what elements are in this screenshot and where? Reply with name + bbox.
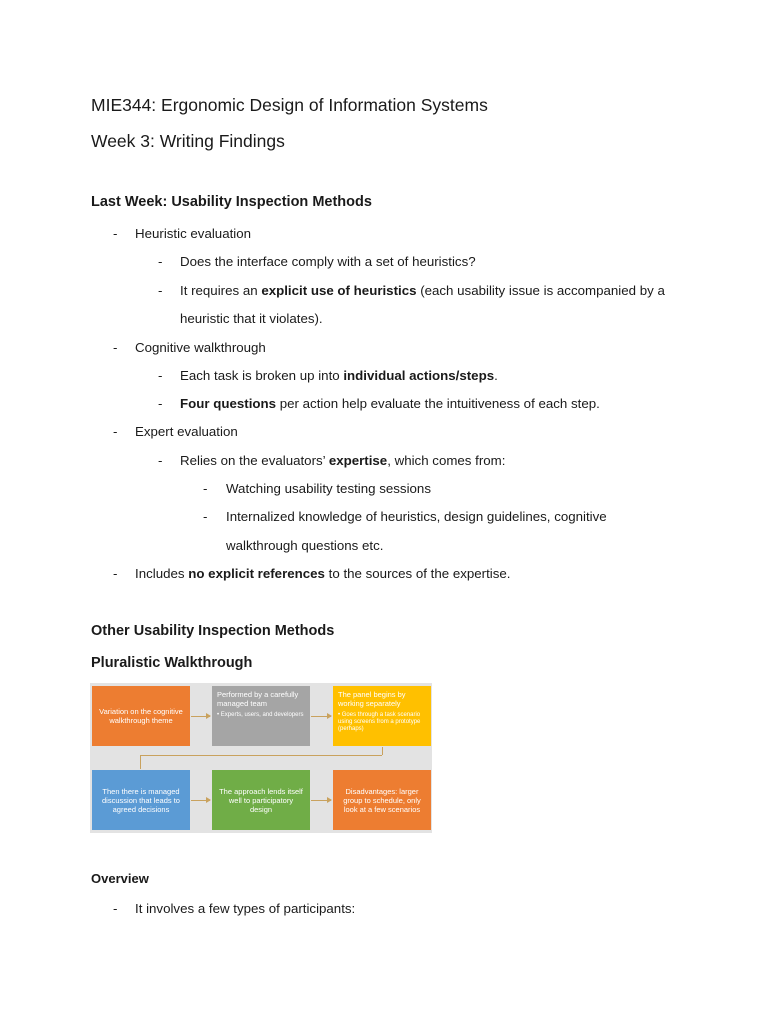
connector-across [140,755,382,756]
item-text: It requires an explicit use of heuristics (each usability issue is accompanied by a [180,283,665,298]
item-text: Each task is broken up into individual actions/steps. [180,368,498,383]
bullet-dash: - [158,283,163,298]
bullet-dash: - [113,566,118,581]
item-text: Does the interface comply with a set of heuristics? [180,254,476,269]
bullet-dash: - [158,396,163,411]
item-text: Internalized knowledge of heuristics, design guidelines, cognitive [226,509,607,524]
pluralistic-diagram [90,683,432,833]
arrow-right-icon [191,800,210,801]
week-title: Week 3: Writing Findings [91,131,285,151]
course-title: MIE344: Ergonomic Design of Information Systems [91,95,488,115]
bullet-dash: - [113,340,118,355]
box-bullet: • Experts, users, and developers [217,712,304,718]
diagram-box-variation: Variation on the cognitive walkthrough theme [92,686,190,746]
arrow-right-icon [311,716,331,717]
box-bullet: • Goes through a task scenario using screens from a prototype (perhaps) [338,712,421,732]
item-continuation: walkthrough questions etc. [226,538,384,553]
item-text: Heuristic evaluation [135,226,252,241]
item-text: Expert evaluation [135,424,238,439]
bullet-dash: - [113,226,118,241]
bullet-dash: - [158,254,163,269]
item-text: Cognitive walkthrough [135,340,266,355]
diagram-box-panel [333,686,431,746]
bullet-dash: - [113,901,118,916]
box-title: The panel begins by working separately [338,690,406,708]
item-text: It involves a few types of participants: [135,901,356,916]
bullet-dash: - [203,481,208,496]
diagram-box-disadvantages: Disadvantages: larger group to schedule, only look at a few scenarios [333,770,431,830]
bullet-dash: - [158,453,163,468]
last-week-heading: Last Week: Usability Inspection Methods [91,194,372,210]
arrow-right-icon [191,716,210,717]
diagram-box-discussion: Then there is managed discussion that leads to agreed decisions [92,770,190,830]
item-text: Relies on the evaluators’ expertise, which comes from: [180,453,506,468]
bullet-dash: - [113,424,118,439]
bullet-dash: - [203,509,208,524]
pluralistic-heading: Pluralistic Walkthrough [91,655,253,671]
box-title: Performed by a carefully managed team [217,690,299,708]
item-text: Watching usability testing sessions [226,481,431,496]
item-text: Four questions per action help evaluate the intuitiveness of each step. [180,396,600,411]
other-methods-heading: Other Usability Inspection Methods [91,623,335,639]
bullet-dash: - [158,368,163,383]
item-continuation: heuristic that it violates). [180,311,323,326]
overview-heading: Overview [91,871,149,886]
item-text: Includes no explicit references to the sources of the expertise. [135,566,511,581]
connector-down [140,755,141,769]
arrow-right-icon [311,800,331,801]
connector-down [382,747,383,755]
diagram-box-team [212,686,310,746]
diagram-box-participatory: The approach lends itself well to participatory design [212,770,310,830]
